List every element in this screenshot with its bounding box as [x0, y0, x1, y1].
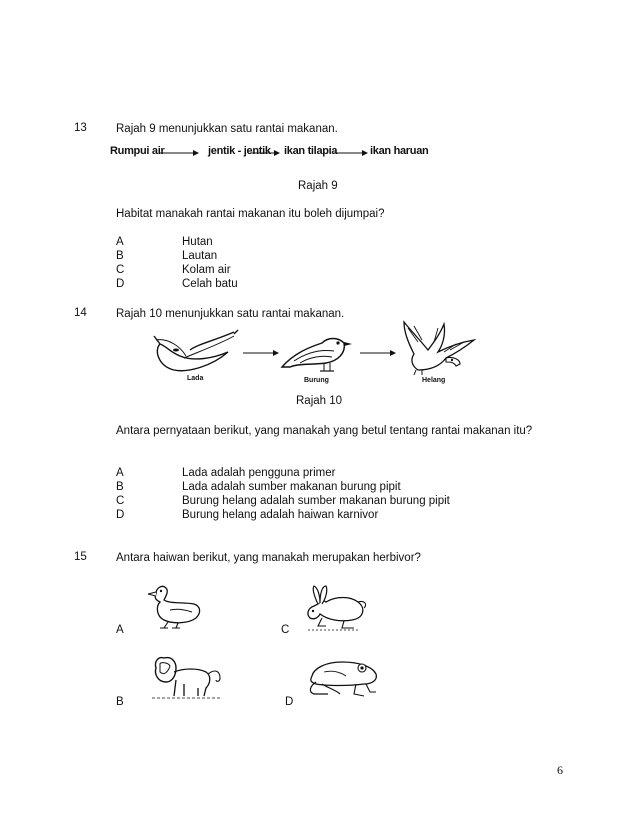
option-letter: B	[116, 250, 124, 262]
lion-icon	[150, 652, 226, 700]
option-text: Burung helang adalah sumber makanan burung pipit	[182, 495, 450, 507]
question-15-number: 15	[74, 551, 87, 563]
eagle-icon	[398, 320, 478, 376]
chain-item: ikan tilapia	[284, 145, 338, 157]
chain-label: Helang	[422, 377, 446, 384]
question-14-stem: Rajah 10 menunjukkan satu rantai makanan.	[116, 308, 345, 320]
option-letter: C	[281, 624, 290, 636]
chili-pepper-icon	[150, 330, 240, 372]
chain-label: Burung	[304, 377, 329, 384]
option-text: Celah batu	[182, 278, 238, 290]
option-letter: C	[116, 264, 125, 276]
option-letter: D	[116, 278, 125, 290]
chain-item: jentik - jentik	[208, 145, 271, 157]
figure-caption: Rajah 10	[296, 395, 343, 407]
option-text: Burung helang adalah haiwan karnivor	[182, 509, 379, 521]
option-text: Lada adalah pengguna primer	[182, 467, 336, 479]
rabbit-icon	[300, 584, 370, 634]
question-13-prompt: Habitat manakah rantai makanan itu boleh dijumpai?	[116, 208, 385, 220]
option-letter: A	[116, 236, 124, 248]
question-13-number: 13	[74, 122, 87, 134]
option-letter: A	[116, 467, 124, 479]
option-text: Hutan	[182, 236, 213, 248]
arrow-icon	[250, 149, 280, 157]
option-letter: C	[116, 495, 125, 507]
question-14-number: 14	[74, 307, 87, 319]
chain-item: ikan haruan	[370, 145, 429, 157]
arrow-icon	[360, 349, 396, 357]
option-letter: D	[285, 696, 294, 708]
figure-caption: Rajah 9	[298, 180, 338, 192]
chain-item: Rumpui air	[110, 145, 165, 157]
question-14-prompt: Antara pernyataan berikut, yang manakah yang betul tentang rantai makanan itu?	[116, 425, 533, 437]
option-text: Lada adalah sumber makanan burung pipit	[182, 481, 401, 493]
frog-icon	[306, 656, 380, 700]
option-letter: B	[116, 481, 124, 493]
option-letter: B	[116, 696, 124, 708]
arrow-icon	[159, 149, 199, 157]
option-letter: A	[116, 624, 124, 636]
question-13-stem: Rajah 9 menunjukkan satu rantai makanan.	[116, 123, 338, 135]
duck-icon	[144, 582, 204, 630]
chain-label: Lada	[187, 375, 204, 382]
arrow-icon	[334, 149, 368, 157]
option-text: Kolam air	[182, 264, 231, 276]
arrow-icon	[243, 349, 279, 357]
sparrow-icon	[280, 333, 360, 375]
page-number: 6	[557, 763, 563, 777]
option-text: Lautan	[182, 250, 218, 262]
option-letter: D	[116, 509, 125, 521]
question-15-prompt: Antara haiwan berikut, yang manakah merupakan herbivor?	[116, 552, 421, 564]
